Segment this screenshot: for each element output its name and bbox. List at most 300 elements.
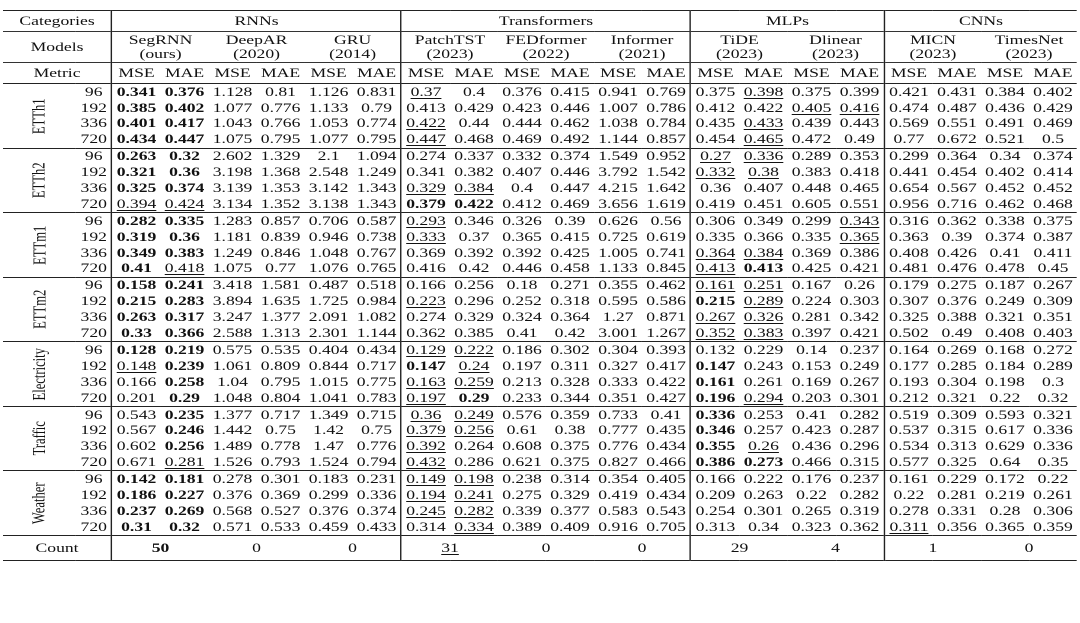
value-cell xyxy=(353,519,402,535)
value-text: 0.187 xyxy=(985,278,1025,293)
value-cell xyxy=(1029,519,1077,535)
value-cell xyxy=(401,148,450,164)
value-text: 0.359 xyxy=(1033,519,1073,534)
value-text: 0.34 xyxy=(748,519,779,534)
value-text: 0.294 xyxy=(743,390,784,405)
dataset-label: Weather xyxy=(29,482,50,524)
value-text: 0.733 xyxy=(598,407,638,422)
dataset-cell xyxy=(3,213,76,278)
value-text: 0.415 xyxy=(550,229,590,244)
value-text: 0.469 xyxy=(1033,116,1073,131)
value-text: 0.466 xyxy=(646,455,686,470)
value-text: 0.409 xyxy=(550,519,590,534)
value-text: 0.275 xyxy=(502,487,542,502)
value-text: 0.26 xyxy=(748,439,779,454)
value-text: 0.153 xyxy=(791,358,832,373)
value-cell xyxy=(933,358,981,374)
value-cell xyxy=(981,325,1029,341)
value-cell xyxy=(257,277,305,293)
value-text: 3.198 xyxy=(212,165,253,180)
value-text: 0.301 xyxy=(743,503,784,518)
value-text: 0.39 xyxy=(941,229,973,244)
value-cell xyxy=(257,374,305,390)
table-row xyxy=(3,229,1077,245)
value-text: 0.941 xyxy=(598,84,638,99)
value-text: 0.776 xyxy=(356,439,397,454)
value-text: 0.315 xyxy=(839,455,880,470)
value-cell xyxy=(546,148,594,164)
value-text: 1.343 xyxy=(356,181,397,196)
value-text: 0.462 xyxy=(550,116,590,131)
value-text: 0.376 xyxy=(212,487,253,502)
value-cell xyxy=(1029,180,1077,196)
value-cell xyxy=(884,342,933,358)
value-cell xyxy=(450,100,498,116)
value-text: 0.14 xyxy=(796,342,827,357)
value-cell xyxy=(498,406,546,422)
value-cell xyxy=(209,390,257,406)
value-text: 0.795 xyxy=(356,132,397,147)
value-cell xyxy=(546,229,594,245)
value-text: 1.181 xyxy=(212,229,253,244)
horizon-cell: 336 xyxy=(80,245,107,260)
value-text: 0.518 xyxy=(356,278,397,293)
value-text: 0.412 xyxy=(502,196,542,211)
value-text: 0.767 xyxy=(356,245,397,260)
value-cell xyxy=(353,245,402,261)
value-cell xyxy=(884,277,933,293)
value-cell xyxy=(401,374,450,390)
value-cell xyxy=(594,116,642,132)
mse-header: MSE xyxy=(986,65,1024,80)
value-cell xyxy=(353,423,402,439)
value-cell xyxy=(788,471,836,487)
value-cell xyxy=(981,309,1029,325)
value-cell xyxy=(788,132,836,148)
model-header xyxy=(981,32,1077,63)
value-text: 0.335 xyxy=(695,229,736,244)
value-cell xyxy=(401,277,450,293)
value-text: 0.256 xyxy=(454,278,494,293)
value-cell xyxy=(209,423,257,439)
model-name: Informer xyxy=(610,33,674,47)
value-cell xyxy=(112,116,161,132)
value-text: 0.129 xyxy=(406,342,446,357)
value-cell xyxy=(933,309,981,325)
value-cell xyxy=(740,294,788,310)
value-text: 0.795 xyxy=(260,374,301,389)
table-row xyxy=(3,245,1077,261)
category-header: RNNs xyxy=(112,11,401,32)
value-text: 0.602 xyxy=(116,439,157,454)
value-text: 0.427 xyxy=(646,390,686,405)
value-text: 0.431 xyxy=(937,84,977,99)
value-text: 1.048 xyxy=(212,390,253,405)
value-cell xyxy=(112,309,161,325)
value-cell xyxy=(691,374,740,390)
value-text: 0.871 xyxy=(646,310,686,325)
value-text: 0.307 xyxy=(889,294,929,309)
value-text: 1.249 xyxy=(356,165,397,180)
value-text: 0.287 xyxy=(839,423,880,438)
table-row xyxy=(3,132,1077,148)
value-text: 0.425 xyxy=(550,245,590,260)
model-header xyxy=(498,32,594,63)
count-value xyxy=(884,535,981,560)
value-cell xyxy=(450,245,498,261)
value-text: 0.362 xyxy=(839,519,880,534)
value-text: 0.454 xyxy=(937,165,977,180)
value-text: 0.439 xyxy=(791,116,832,131)
value-text: 0.569 xyxy=(889,116,929,131)
value-text: 1.082 xyxy=(356,310,397,325)
value-cell xyxy=(161,261,209,277)
value-text: 0.36 xyxy=(169,229,200,244)
value-cell xyxy=(788,390,836,406)
value-cell xyxy=(788,148,836,164)
value-text: 1.349 xyxy=(308,407,349,422)
value-cell xyxy=(788,229,836,245)
value-text: 0.256 xyxy=(454,423,494,438)
horizon-cell: 336 xyxy=(80,181,107,196)
value-cell xyxy=(209,519,257,535)
value-text: 0.336 xyxy=(695,407,736,422)
value-cell xyxy=(740,84,788,100)
value-text: 0.392 xyxy=(454,245,494,260)
value-cell xyxy=(836,100,885,116)
value-cell xyxy=(836,423,885,439)
value-text: 0.831 xyxy=(356,84,397,99)
value-cell xyxy=(884,309,933,325)
value-text: 0.282 xyxy=(839,487,880,502)
value-cell xyxy=(1029,196,1077,212)
value-cell xyxy=(981,148,1029,164)
value-text: 0.403 xyxy=(1033,326,1073,341)
value-text: 0.433 xyxy=(356,519,397,534)
model-name: PatchTST xyxy=(414,33,486,47)
value-text: 0.332 xyxy=(695,165,736,180)
count-text: 0 xyxy=(541,540,551,555)
value-text: 0.705 xyxy=(646,519,686,534)
value-text: 0.398 xyxy=(743,84,784,99)
mae-header: MAE xyxy=(550,65,590,80)
value-text: 0.314 xyxy=(550,472,590,487)
value-cell xyxy=(305,261,353,277)
value-text: 0.451 xyxy=(743,196,784,211)
value-cell xyxy=(1029,261,1077,277)
horizon-cell: 96 xyxy=(84,472,103,487)
value-cell xyxy=(161,245,209,261)
value-cell xyxy=(691,454,740,470)
mse-header: MSE xyxy=(503,65,541,80)
value-text: 0.392 xyxy=(406,439,446,454)
dataset-cell xyxy=(3,406,76,471)
value-cell xyxy=(1029,390,1077,406)
value-text: 0.289 xyxy=(743,294,784,309)
model-sub: (2014) xyxy=(329,47,377,61)
value-text: 0.351 xyxy=(1033,310,1073,325)
value-text: 1.077 xyxy=(212,100,253,115)
value-cell xyxy=(546,439,594,455)
value-text: 0.386 xyxy=(839,245,880,260)
value-cell xyxy=(740,503,788,519)
value-text: 0.289 xyxy=(791,149,832,164)
value-cell xyxy=(401,471,450,487)
value-text: 0.209 xyxy=(695,487,736,502)
value-text: 0.377 xyxy=(550,503,590,518)
value-text: 0.946 xyxy=(308,229,349,244)
value-text: 0.384 xyxy=(985,84,1025,99)
value-text: 0.286 xyxy=(454,455,494,470)
value-cell xyxy=(691,439,740,455)
value-text: 0.362 xyxy=(937,213,977,228)
value-text: 1.128 xyxy=(212,84,253,99)
value-cell xyxy=(546,196,594,212)
value-text: 1.126 xyxy=(308,84,349,99)
value-cell xyxy=(933,406,981,422)
value-cell xyxy=(691,277,740,293)
value-text: 0.432 xyxy=(406,455,446,470)
value-text: 0.776 xyxy=(598,439,638,454)
value-cell xyxy=(353,196,402,212)
value-cell xyxy=(1029,374,1077,390)
value-text: 0.32 xyxy=(1037,390,1069,405)
value-text: 0.193 xyxy=(889,374,929,389)
value-text: 0.426 xyxy=(937,245,977,260)
value-text: 0.364 xyxy=(695,245,736,260)
value-cell xyxy=(353,374,402,390)
value-text: 1.094 xyxy=(356,149,397,164)
value-cell xyxy=(353,439,402,455)
value-cell xyxy=(836,261,885,277)
value-cell xyxy=(788,245,836,261)
value-text: 0.269 xyxy=(164,503,205,518)
value-text: 3.656 xyxy=(598,196,638,211)
value-cell xyxy=(161,390,209,406)
value-text: 0.64 xyxy=(989,455,1021,470)
value-cell xyxy=(788,100,836,116)
value-cell xyxy=(450,229,498,245)
value-text: 0.422 xyxy=(454,196,494,211)
value-text: 0.321 xyxy=(985,310,1025,325)
model-sub: (2022) xyxy=(522,47,570,61)
value-cell xyxy=(1029,245,1077,261)
value-text: 2.588 xyxy=(212,326,253,341)
value-cell xyxy=(981,390,1029,406)
value-text: 0.809 xyxy=(260,358,301,373)
mae-header: MAE xyxy=(743,65,784,80)
value-text: 0.166 xyxy=(695,472,736,487)
value-text: 0.203 xyxy=(791,390,832,405)
value-text: 0.41 xyxy=(121,261,152,276)
value-cell xyxy=(161,180,209,196)
value-text: 0.363 xyxy=(889,229,929,244)
value-text: 0.26 xyxy=(844,278,875,293)
value-cell xyxy=(594,132,642,148)
count-text: 0 xyxy=(637,540,647,555)
value-cell xyxy=(836,309,885,325)
table-row xyxy=(3,503,1077,519)
value-cell xyxy=(112,390,161,406)
value-cell xyxy=(498,423,546,439)
value-cell xyxy=(161,519,209,535)
horizon-cell: 336 xyxy=(80,310,107,325)
value-text: 1.377 xyxy=(260,310,301,325)
value-cell xyxy=(112,519,161,535)
value-text: 0.22 xyxy=(893,487,925,502)
table-row xyxy=(3,471,1077,487)
value-cell xyxy=(546,261,594,277)
value-text: 0.212 xyxy=(889,390,929,405)
dataset-cell xyxy=(3,342,76,407)
value-text: 0.336 xyxy=(1033,423,1073,438)
value-text: 0.621 xyxy=(502,455,542,470)
count-value xyxy=(691,535,788,560)
mae-header: MAE xyxy=(937,65,977,80)
horizon-cell: 192 xyxy=(80,487,107,502)
value-text: 0.261 xyxy=(1033,487,1073,502)
mse-header: MSE xyxy=(401,63,450,84)
value-text: 0.845 xyxy=(646,261,686,276)
value-cell xyxy=(498,164,546,180)
value-cell xyxy=(981,213,1029,229)
value-text: 0.42 xyxy=(458,261,490,276)
value-cell xyxy=(836,132,885,148)
value-cell xyxy=(401,454,450,470)
value-text: 1.377 xyxy=(212,407,253,422)
value-cell xyxy=(691,213,740,229)
value-cell xyxy=(788,294,836,310)
value-cell xyxy=(642,309,691,325)
value-text: 1.489 xyxy=(212,439,253,454)
value-cell xyxy=(740,454,788,470)
value-text: 0.282 xyxy=(839,407,880,422)
value-text: 0.197 xyxy=(406,390,446,405)
table-row xyxy=(3,454,1077,470)
value-cell xyxy=(594,277,642,293)
value-cell xyxy=(161,164,209,180)
value-text: 0.309 xyxy=(1033,294,1073,309)
value-cell xyxy=(933,294,981,310)
value-text: 0.413 xyxy=(406,100,446,115)
value-text: 0.186 xyxy=(116,487,157,502)
value-cell xyxy=(353,229,402,245)
value-text: 2.548 xyxy=(308,165,349,180)
value-text: 0.386 xyxy=(695,455,736,470)
value-text: 0.161 xyxy=(695,278,736,293)
value-text: 0.393 xyxy=(646,342,686,357)
value-cell xyxy=(161,213,209,229)
value-cell xyxy=(209,245,257,261)
value-cell xyxy=(1029,229,1077,245)
value-text: 0.22 xyxy=(989,390,1021,405)
value-text: 0.786 xyxy=(646,100,686,115)
value-text: 1.249 xyxy=(212,245,253,260)
value-cell xyxy=(691,309,740,325)
model-sub: (2023) xyxy=(1005,47,1053,61)
value-cell xyxy=(401,196,450,212)
value-text: 0.302 xyxy=(550,342,590,357)
value-text: 1.353 xyxy=(260,181,301,196)
count-text: 0 xyxy=(1024,540,1034,555)
dataset-cell xyxy=(3,277,76,342)
value-cell xyxy=(933,342,981,358)
value-text: 0.447 xyxy=(550,181,590,196)
value-text: 0.374 xyxy=(550,149,590,164)
value-text: 0.384 xyxy=(454,181,494,196)
value-cell xyxy=(788,374,836,390)
table-row xyxy=(3,342,1077,358)
value-cell xyxy=(594,229,642,245)
value-text: 0.237 xyxy=(839,472,880,487)
value-text: 0.289 xyxy=(1033,358,1073,373)
value-text: 0.448 xyxy=(791,181,832,196)
value-cell xyxy=(257,196,305,212)
categories-label: Categories xyxy=(19,13,95,28)
value-text: 0.239 xyxy=(164,358,205,373)
value-cell xyxy=(546,277,594,293)
value-cell xyxy=(836,277,885,293)
value-text: 0.274 xyxy=(406,310,446,325)
value-text: 0.42 xyxy=(554,326,586,341)
value-cell xyxy=(642,213,691,229)
value-cell xyxy=(933,196,981,212)
value-text: 0.147 xyxy=(695,358,736,373)
value-text: 0.283 xyxy=(164,294,205,309)
value-text: 0.35 xyxy=(1037,455,1069,470)
value-cell xyxy=(161,454,209,470)
value-text: 1.04 xyxy=(217,374,248,389)
value-text: 0.37 xyxy=(410,84,442,99)
value-text: 0.626 xyxy=(598,213,638,228)
value-text: 0.416 xyxy=(839,100,880,115)
value-text: 0.527 xyxy=(260,503,301,518)
mse-header: MSE xyxy=(793,65,830,80)
value-text: 0.164 xyxy=(889,342,929,357)
value-text: 0.776 xyxy=(260,100,301,115)
model-name: DeepAR xyxy=(225,33,288,47)
value-cell xyxy=(257,342,305,358)
value-text: 1.007 xyxy=(598,100,638,115)
value-text: 1.526 xyxy=(212,455,253,470)
value-cell xyxy=(450,454,498,470)
dataset-label: ETTh2 xyxy=(29,162,50,199)
mse-header: MSE xyxy=(599,65,637,80)
value-text: 0.369 xyxy=(791,245,832,260)
value-text: 0.332 xyxy=(502,149,542,164)
mse-header: MSE xyxy=(112,63,161,84)
value-text: 1.619 xyxy=(646,196,686,211)
value-text: 0.215 xyxy=(116,294,157,309)
value-text: 0.491 xyxy=(985,116,1025,131)
value-text: 0.32 xyxy=(169,149,200,164)
value-cell xyxy=(740,439,788,455)
value-text: 0.265 xyxy=(791,503,832,518)
table-row xyxy=(3,390,1077,406)
value-cell xyxy=(642,406,691,422)
value-text: 0.263 xyxy=(116,149,157,164)
value-cell xyxy=(642,100,691,116)
value-text: 0.176 xyxy=(791,472,832,487)
value-cell xyxy=(740,487,788,503)
value-text: 0.362 xyxy=(406,326,446,341)
value-cell xyxy=(305,213,353,229)
value-text: 0.167 xyxy=(791,278,832,293)
value-cell xyxy=(594,148,642,164)
value-cell xyxy=(594,358,642,374)
value-text: 0.181 xyxy=(164,472,205,487)
value-text: 0.355 xyxy=(695,439,736,454)
